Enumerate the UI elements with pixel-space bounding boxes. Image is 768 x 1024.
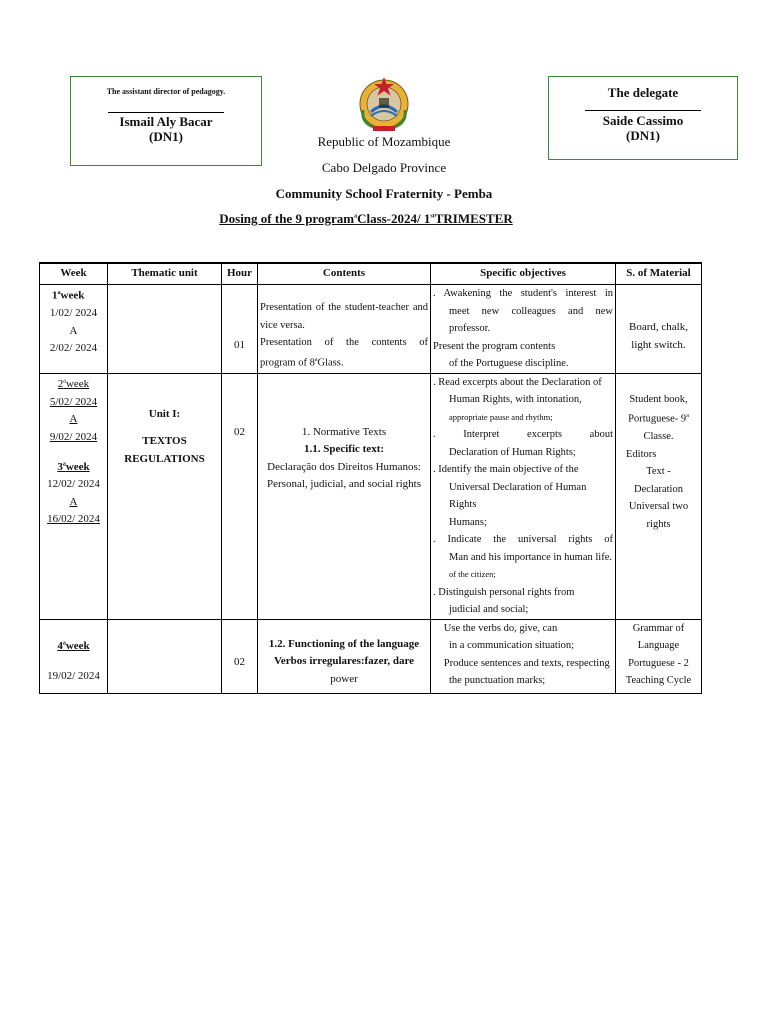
objective-line: appropriate pause and rhythm; — [449, 411, 553, 422]
week-number: 2 — [57, 378, 64, 391]
week-label: week — [65, 378, 90, 391]
hour-cell: 01 — [222, 285, 258, 374]
objective-line: of the citizen; — [449, 569, 496, 579]
material-line: Universal two — [628, 501, 689, 512]
week-sep: A — [69, 324, 78, 337]
objectives-cell — [431, 373, 616, 619]
week-end: 2/02/ 2024 — [49, 342, 98, 355]
country-heading: Republic of Mozambique — [317, 134, 451, 149]
material-sup: a — [686, 413, 689, 419]
material-cell — [616, 619, 702, 693]
week-sep: A — [69, 495, 78, 508]
objective-line: of the Portuguese discipline. — [449, 358, 569, 369]
objective-line: . Interpret excerpts about — [433, 429, 613, 440]
week-start: 12/02/ 2024 — [47, 478, 100, 491]
contents-line: Verbos irregulares:fazer, dare — [273, 655, 415, 667]
objective-line: Declaration of Human Rights; — [449, 446, 576, 458]
week-start: 1/02/ 2024 — [49, 307, 98, 320]
table-row — [40, 373, 702, 619]
mozambique-emblem-icon — [357, 74, 411, 132]
material-line: Text - — [646, 466, 671, 477]
unit-cell — [108, 373, 222, 619]
material-cell — [616, 285, 702, 374]
material-line: rights — [646, 518, 671, 530]
week-sup: a — [63, 378, 66, 385]
objective-line: Humans; — [449, 516, 487, 528]
objective-line: Human Rights, with intonation, — [449, 394, 582, 405]
contents-line: program of 8 — [260, 357, 315, 368]
material-line: Student book, — [629, 393, 688, 405]
material-line: Portuguese - 2 — [628, 657, 689, 669]
material-cell — [616, 373, 702, 619]
week-end: 9/02/ 2024 — [49, 430, 98, 443]
hour-cell: 02 — [222, 619, 258, 693]
week-label: week — [65, 640, 90, 653]
week-cell — [40, 285, 108, 374]
objective-line: Man and his importance in human life. — [449, 551, 613, 563]
title-part: Dosing of the 9 program — [219, 211, 355, 226]
objective-line: the punctuation marks; — [449, 675, 546, 686]
material-line: Editors — [626, 448, 657, 460]
contents-line: 1.2. Functioning of the language — [268, 637, 420, 650]
title-sup: st — [430, 213, 435, 220]
document-title — [0, 211, 768, 227]
material-line: Classe. — [643, 431, 674, 442]
week-cell — [40, 373, 108, 619]
assistant-director-signature-box — [70, 76, 262, 166]
week-end: 16/02/ 2024 — [47, 513, 100, 526]
week-sup: a — [62, 640, 66, 647]
unit-cell — [108, 619, 222, 693]
assistant-director-code: (DN1) — [149, 129, 183, 144]
week-number: 3 — [57, 460, 63, 473]
delegate-code: (DN1) — [626, 128, 660, 143]
assistant-director-role: The assistant director of pedagogy. — [106, 87, 226, 96]
contents-line: power — [330, 672, 358, 685]
col-material: S. of Material — [616, 263, 702, 285]
objective-line: judicial and social; — [449, 604, 529, 615]
week-cell — [40, 619, 108, 693]
week-number: 4 — [57, 640, 63, 653]
objectives-cell — [431, 619, 616, 693]
objective-line: Use the verbs do, give, can — [433, 622, 547, 634]
material-line: Portuguese- 9 — [628, 413, 687, 425]
week-sup: a — [57, 290, 61, 296]
col-specific-objectives: Specific objectives — [431, 263, 616, 285]
contents-sup: a — [314, 356, 318, 363]
week-number: 1 — [52, 289, 58, 302]
objective-line: . Distinguish personal rights from — [433, 586, 575, 598]
objective-line: . Indicate the universal rights of — [433, 534, 613, 545]
objectives-cell — [431, 285, 616, 374]
week-sep: A — [69, 413, 78, 426]
contents-line: 1.1. Specific text: — [303, 443, 385, 455]
material-line: Board, chalk, — [629, 321, 688, 333]
objective-line: in a communication situation; — [449, 640, 575, 651]
contents-line: 1. Normative Texts — [301, 425, 387, 438]
table-row — [40, 285, 702, 374]
objective-line: . Identify the main objective of the — [433, 464, 579, 475]
objective-line: meet new colleagues and new — [449, 305, 613, 317]
contents-cell — [258, 619, 431, 693]
col-contents: Contents — [258, 263, 431, 285]
signature-line — [108, 112, 224, 113]
contents-cell — [258, 285, 431, 374]
province-heading: Cabo Delgado Province — [321, 160, 447, 175]
material-line: Language — [637, 640, 680, 651]
week-label: week — [60, 289, 85, 302]
week-start: 19/02/ 2024 — [47, 669, 100, 682]
school-heading: Community School Fraternity - Pemba — [275, 186, 493, 201]
table-row — [40, 619, 702, 693]
hour-cell: 02 — [222, 373, 258, 619]
material-line: Teaching Cycle — [625, 675, 692, 686]
unit-cell — [108, 285, 222, 374]
material-line: light switch. — [631, 338, 686, 351]
contents-line: Glass. — [317, 357, 344, 368]
objective-line: professor. — [449, 323, 491, 334]
title-sup: a — [354, 213, 358, 220]
objective-line: Universal Declaration of Human Rights — [449, 481, 587, 510]
title-part: TRIMESTER — [434, 211, 513, 226]
contents-cell — [258, 373, 431, 619]
material-line: Grammar of — [632, 622, 685, 634]
unit-name: REGULATIONS — [124, 452, 205, 465]
delegate-role: The delegate — [607, 85, 679, 100]
signature-line — [585, 110, 701, 111]
contents-line: Presentation of the contents of — [260, 337, 428, 348]
col-thematic-unit: Thematic unit — [108, 263, 222, 285]
objective-line: . Read excerpts about the Declaration of — [433, 376, 602, 388]
unit-name: TEXTOS — [142, 435, 187, 447]
objective-line: Produce sentences and texts, respecting — [433, 657, 599, 669]
delegate-name: Saide Cassimo — [602, 113, 684, 128]
col-week: Week — [40, 263, 108, 285]
week-start: 5/02/ 2024 — [49, 395, 98, 408]
week-label: week — [65, 460, 90, 473]
title-part: Class-2024/ 1 — [357, 211, 431, 226]
material-line: Declaration — [634, 483, 683, 495]
week-sup: a — [62, 461, 66, 468]
unit-title: Unit I: — [148, 407, 181, 420]
objective-line: . Awakening the student's interest in — [433, 288, 613, 299]
contents-line: Declaração dos Direitos Humanos: — [267, 460, 421, 473]
col-hour: Hour — [222, 263, 258, 285]
contents-line: Personal, judicial, and social rights — [267, 478, 421, 490]
table-header-row — [40, 263, 702, 285]
contents-line: Presentation of the student-teacher and — [260, 302, 428, 313]
assistant-director-name: Ismail Aly Bacar — [119, 114, 213, 129]
objective-line: Present the program contents — [433, 340, 556, 352]
program-table — [39, 262, 702, 694]
contents-line: vice versa. — [260, 319, 305, 331]
